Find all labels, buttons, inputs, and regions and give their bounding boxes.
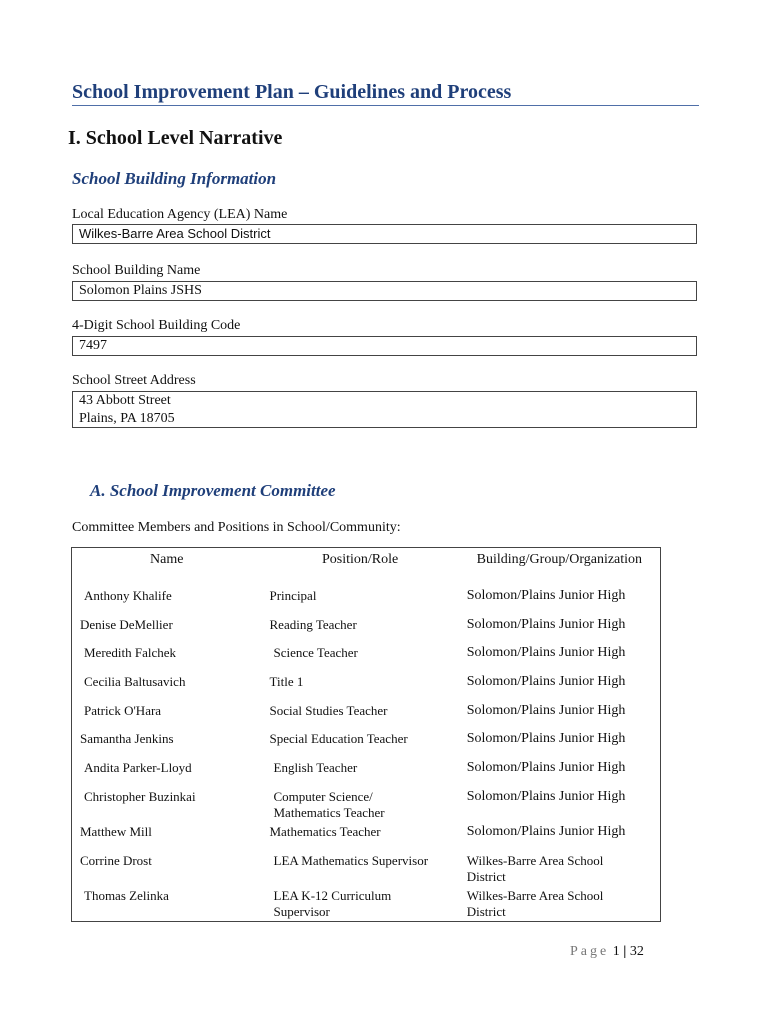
committee-table [71, 547, 661, 922]
table-row [72, 642, 661, 671]
page-total: 32 [629, 944, 644, 959]
address-line-1: 43 Abbott Street [79, 393, 171, 408]
building-code-label: 4-Digit School Building Code [72, 318, 241, 333]
member-organization: Wilkes-Barre Area School District [466, 888, 604, 919]
member-role: English Teacher [273, 760, 358, 775]
member-role: Science Teacher [273, 645, 358, 660]
building-info-heading: School Building Information [72, 169, 277, 188]
lea-name-label: Local Education Agency (LEA) Name [72, 207, 288, 222]
member-organization: Solomon/Plains Junior High [466, 645, 626, 660]
table-row [72, 885, 661, 921]
member-role: Social Studies Teacher [269, 703, 388, 718]
member-name: Anthony Khalife [84, 588, 172, 603]
table-row [72, 786, 661, 821]
member-name: Samantha Jenkins [80, 731, 174, 746]
member-role: Reading Teacher [269, 617, 357, 632]
table-row [72, 671, 661, 700]
page-current: 1 [612, 944, 620, 959]
table-row [72, 728, 661, 757]
table-row [72, 700, 661, 728]
member-organization: Solomon/Plains Junior High [466, 824, 626, 839]
member-role: Principal [269, 588, 317, 603]
member-organization: Solomon/Plains Junior High [466, 731, 626, 746]
member-name: Christopher Buzinkai [84, 789, 196, 804]
building-code-field[interactable]: 7497 [72, 336, 697, 356]
member-organization: Solomon/Plains Junior High [466, 789, 626, 804]
section-heading: I. School Level Narrative [68, 127, 283, 149]
member-name: Meredith Falchek [84, 645, 177, 660]
member-organization: Solomon/Plains Junior High [466, 674, 626, 689]
member-organization: Solomon/Plains Junior High [466, 588, 626, 603]
table-row [72, 614, 661, 642]
member-role: Mathematics Teacher [269, 824, 381, 839]
member-organization: Solomon/Plains Junior High [466, 760, 626, 775]
street-address-label: School Street Address [72, 373, 196, 388]
page-label: Page [570, 944, 610, 959]
address-line-2: Plains, PA 18705 [79, 411, 175, 426]
member-organization: Wilkes-Barre Area School District [466, 853, 604, 884]
committee-intro: Committee Members and Positions in School/Community: [72, 520, 401, 535]
member-role: LEA Mathematics Supervisor [273, 853, 429, 868]
table-header-row [72, 548, 661, 586]
header-divider [72, 105, 699, 106]
member-role: LEA K-12 Curriculum Supervisor [273, 888, 392, 919]
document-header-title: School Improvement Plan – Guidelines and Process [72, 81, 512, 103]
column-header-role: Position/Role [321, 552, 399, 567]
member-role: Computer Science/ Mathematics Teacher [273, 789, 385, 820]
member-organization: Solomon/Plains Junior High [466, 617, 626, 632]
column-header-organization: Building/Group/Organization [476, 552, 643, 567]
member-name: Thomas Zelinka [84, 888, 169, 903]
member-name: Matthew Mill [80, 824, 152, 839]
column-header-name: Name [150, 552, 184, 567]
member-organization: Solomon/Plains Junior High [466, 703, 626, 718]
page-separator: | [623, 944, 627, 959]
member-name: Denise DeMellier [80, 617, 173, 632]
member-name: Patrick O'Hara [84, 703, 162, 718]
member-name: Cecilia Baltusavich [84, 674, 186, 689]
building-name-label: School Building Name [72, 263, 201, 278]
table-row [72, 757, 661, 786]
member-role: Special Education Teacher [269, 731, 408, 746]
table-row [72, 821, 661, 850]
table-row [72, 850, 661, 885]
building-name-field[interactable]: Solomon Plains JSHS [72, 281, 697, 301]
member-name: Corrine Drost [80, 853, 152, 868]
committee-heading: A. School Improvement Committee [90, 481, 336, 500]
lea-name-field[interactable]: Wilkes-Barre Area School District [72, 224, 697, 244]
page-footer [570, 944, 644, 960]
table-row [72, 585, 661, 614]
member-role: Title 1 [269, 674, 304, 689]
street-address-field[interactable] [72, 391, 697, 428]
member-name: Andita Parker-Lloyd [84, 760, 192, 775]
